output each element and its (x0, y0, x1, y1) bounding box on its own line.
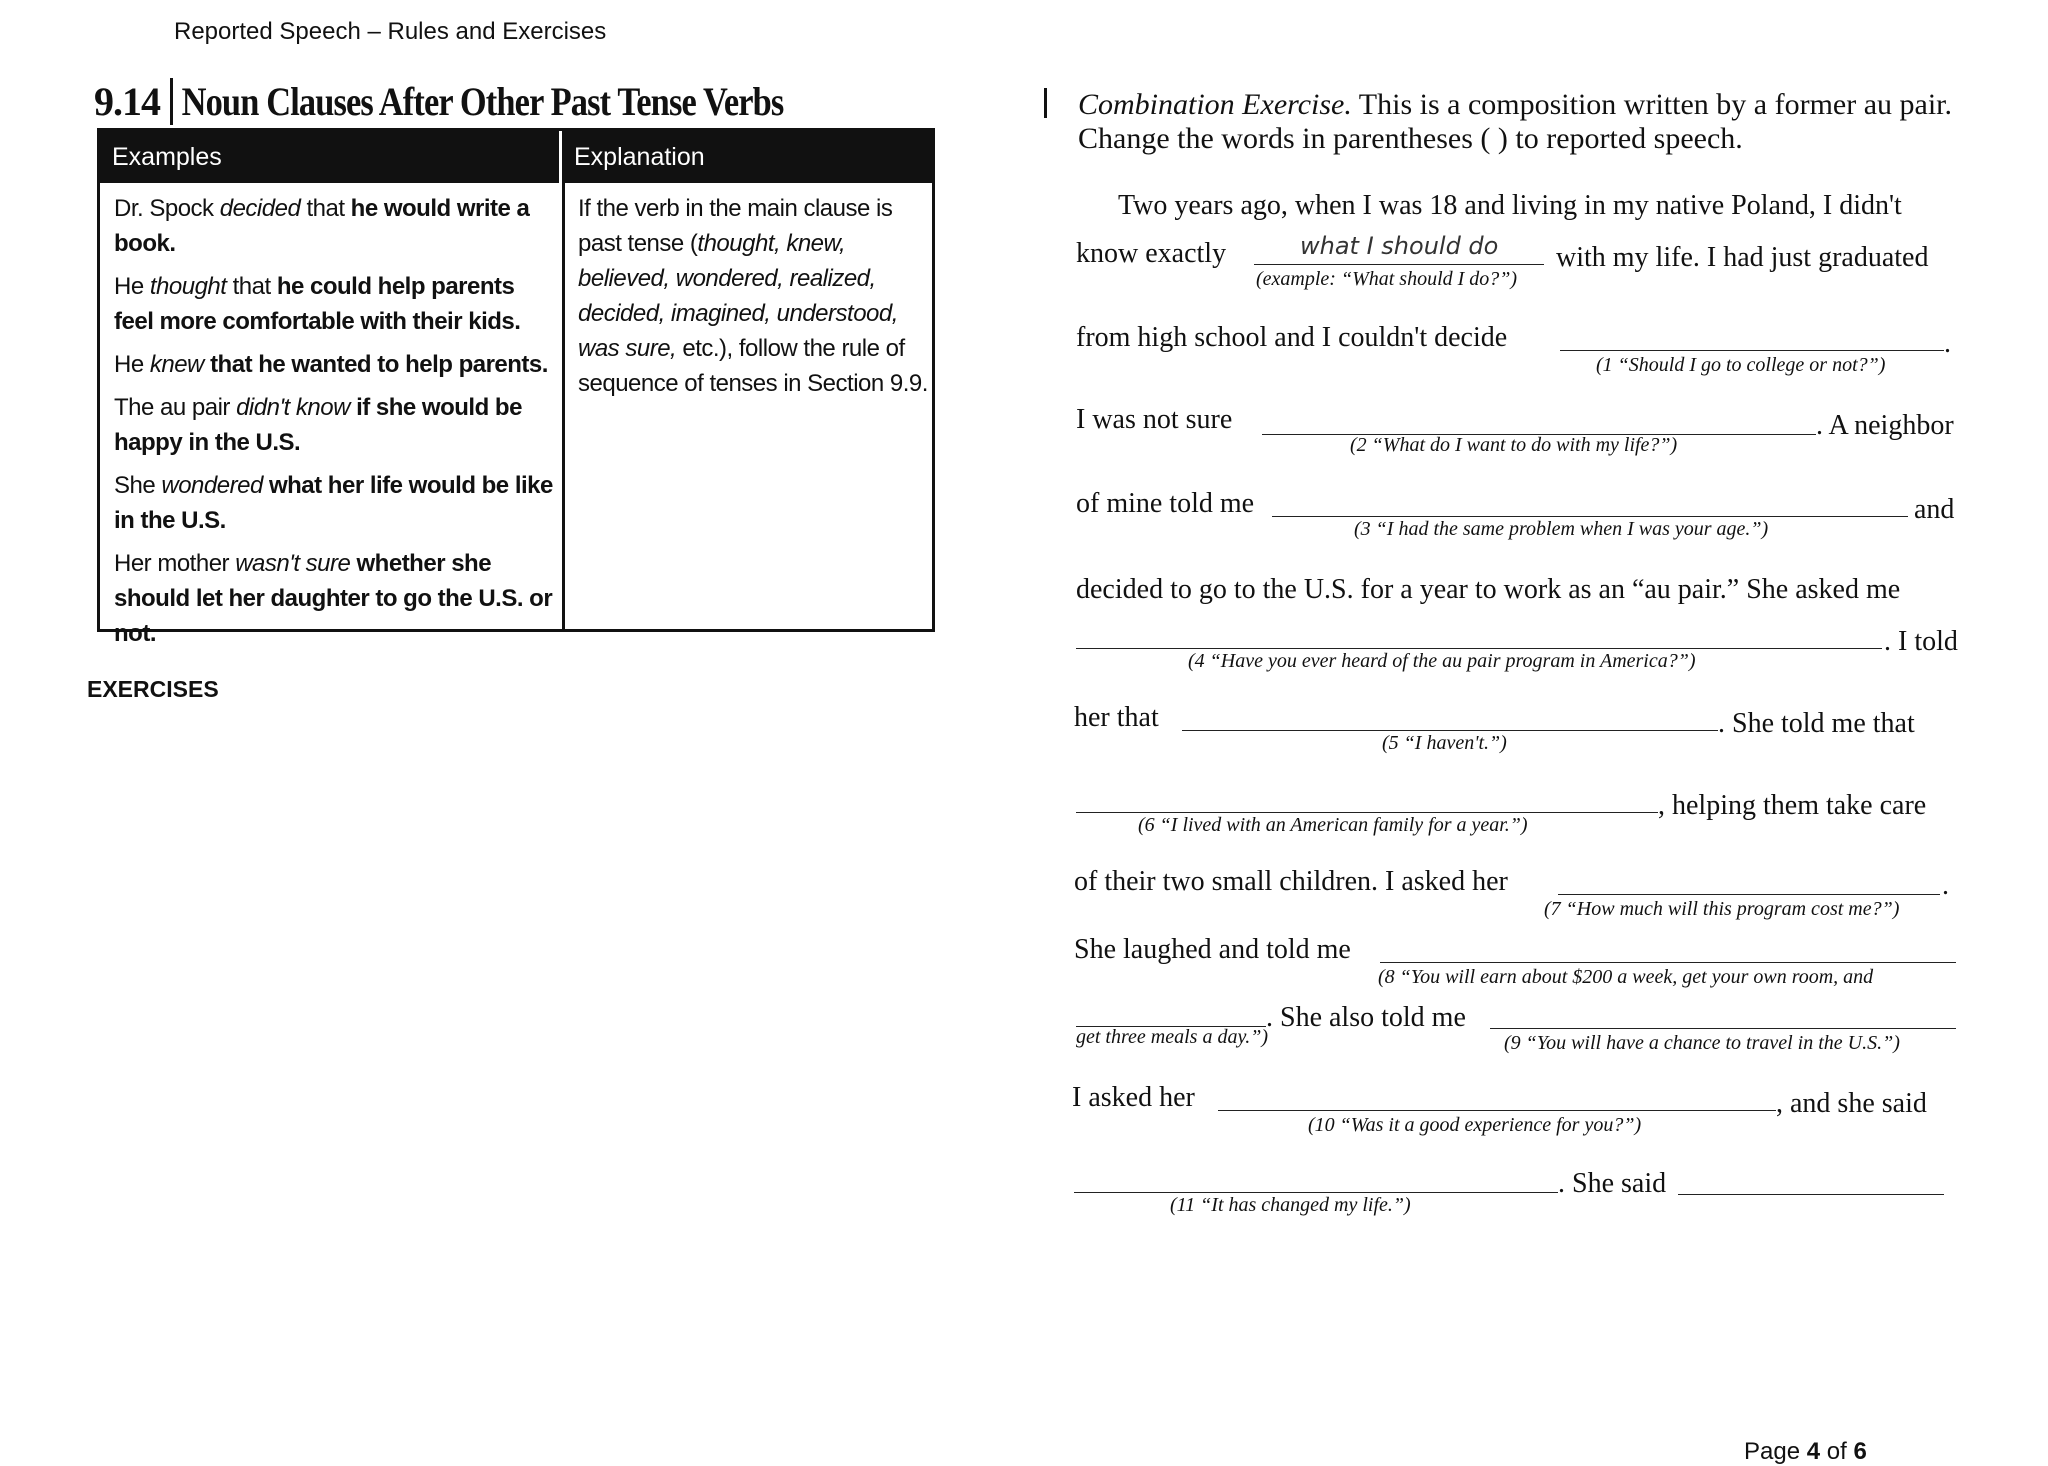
example-1: Dr. Spock decided that he would write a book. (114, 195, 530, 257)
line-4-start: I was not sure (1076, 404, 1233, 435)
line-5-end: and (1914, 494, 1955, 525)
line-4-end: . A neighbor (1816, 410, 1954, 441)
line-2-start: know exactly (1076, 238, 1227, 269)
line-12-mid: . She also told me (1266, 1002, 1466, 1033)
line-14-end: . She said (1558, 1168, 1667, 1199)
hint-example: (example: “What should I do?”) (1256, 268, 1518, 290)
examples-column (114, 191, 558, 659)
line-10-start: of their two small children. I asked her (1074, 866, 1508, 897)
line-7-end: . I told (1884, 626, 1958, 657)
hint-3: (3 “I had the same problem when I was your age.”) (1354, 518, 1769, 540)
example-answer: what I should do (1300, 232, 1499, 260)
section-heading (94, 72, 883, 130)
rules-table (97, 128, 935, 647)
hint-10: (10 “Was it a good experience for you?”) (1308, 1114, 1642, 1136)
line-3-end: . (1944, 328, 1951, 359)
hint-2: (2 “What do I want to do with my life?”) (1350, 434, 1678, 456)
line-6: decided to go to the U.S. for a year to work as an “au pair.” She asked me (1076, 574, 1901, 605)
line-8-start: her that (1074, 702, 1159, 733)
blank-3[interactable] (1272, 516, 1908, 517)
line-10-end: . (1942, 870, 1949, 901)
hint-1: (1 “Should I go to college or not?”) (1596, 354, 1886, 376)
section-number: 9.14 (94, 78, 173, 125)
page-header: Reported Speech – Rules and Exercises (174, 18, 607, 45)
blank-12[interactable] (1678, 1194, 1944, 1195)
hint-9: (9 “You will have a chance to travel in the U.S.”) (1504, 1032, 1900, 1054)
line-8-end: . She told me that (1718, 708, 1915, 739)
blank-11[interactable] (1074, 1192, 1558, 1193)
explanation-header: Explanation (562, 131, 932, 183)
column-divider (562, 183, 565, 629)
line-13-end: , and she said (1776, 1088, 1927, 1119)
hint-6: (6 “I lived with an American family for a year.”) (1138, 814, 1528, 836)
line-5-start: of mine told me (1076, 488, 1255, 519)
hint-8: (8 “You will earn about $200 a week, get your own room, and (1378, 966, 1874, 988)
page-number: Page 4 of 6 (1744, 1438, 1867, 1465)
exercises-label: EXERCISES (87, 676, 219, 702)
example-6: Her mother wasn't sure whether she should let her daughter to go the U.S. or not. (114, 550, 553, 647)
blank-7[interactable] (1558, 894, 1940, 895)
explanation-text: If the verb in the main clause is past tense (thought, knew, believed, wondered, realized, decided, imagined, understood, was sure, etc.), follow the rule of sequence of tenses in Section 9.9. (578, 195, 928, 397)
example-blank[interactable] (1254, 264, 1544, 265)
example-5: She wondered what her life would be like in the U.S. (114, 472, 553, 534)
hint-7: (7 “How much will this program cost me?”) (1544, 898, 1900, 920)
section-title: Noun Clauses After Other Past Tense Verbs (181, 78, 784, 124)
blank-10[interactable] (1218, 1110, 1776, 1111)
blank-1[interactable] (1560, 350, 1944, 351)
margin-bar (1044, 88, 1047, 118)
examples-header: Examples (100, 131, 562, 183)
blank-9[interactable] (1490, 1028, 1956, 1029)
line-3-start: from high school and I couldn't decide (1076, 322, 1508, 353)
blank-8[interactable] (1380, 962, 1956, 963)
hint-4: (4 “Have you ever heard of the au pair program in America?”) (1188, 650, 1696, 672)
line-13-start: I asked her (1072, 1082, 1195, 1113)
example-2: He thought that he could help parents feel more comfortable with their kids. (114, 273, 521, 335)
line-1: Two years ago, when I was 18 and living in my native Poland, I didn't (1118, 190, 1902, 221)
hint-11: (11 “It has changed my life.”) (1170, 1194, 1411, 1216)
line-2-end: with my life. I had just graduated (1556, 242, 1929, 273)
example-4: The au pair didn't know if she would be happy in the U.S. (114, 394, 522, 456)
blank-4[interactable] (1076, 648, 1882, 649)
line-9-end: , helping them take care (1658, 790, 1927, 821)
blank-6[interactable] (1076, 812, 1658, 813)
hint-5: (5 “I haven't.”) (1382, 732, 1507, 754)
hint-8-continued: get three meals a day.”) (1076, 1026, 1269, 1048)
blank-5[interactable] (1182, 730, 1718, 731)
line-11-start: She laughed and told me (1074, 934, 1351, 965)
example-3: He knew that he wanted to help parents. (114, 351, 548, 378)
exercise-intro: Combination Exercise. This is a composition written by a former au pair. Change the words in parentheses ( ) to reported speech. (1078, 88, 1953, 155)
